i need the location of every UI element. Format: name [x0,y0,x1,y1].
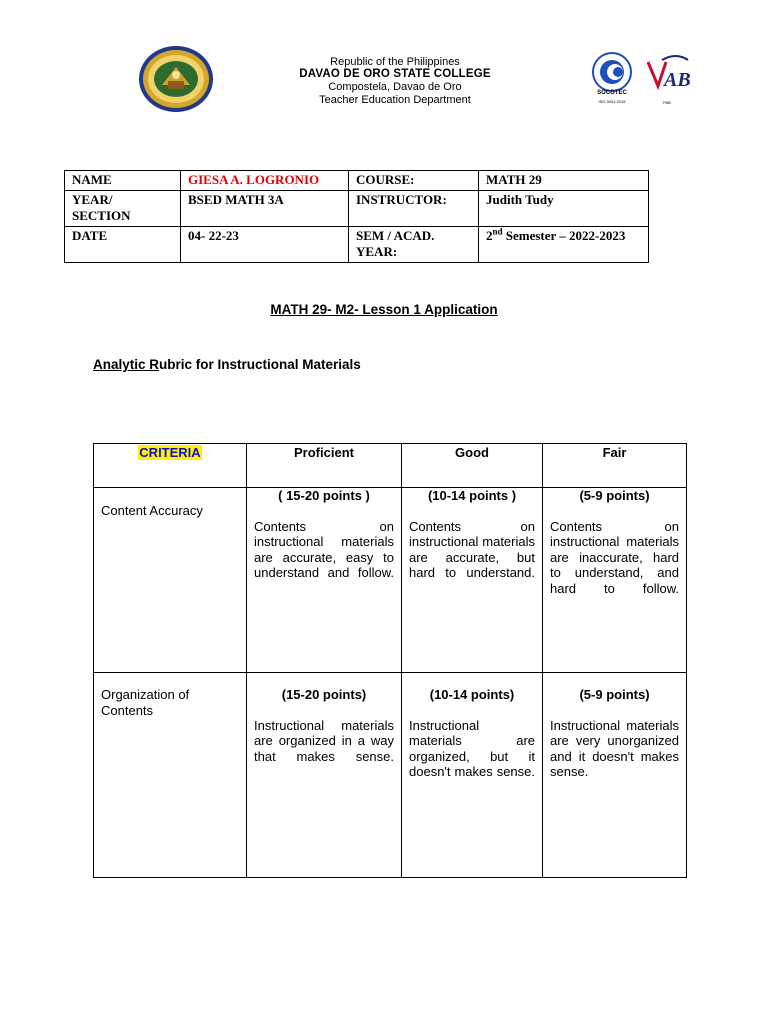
rubric-row-organization [94,673,687,878]
name-label: NAME [65,171,181,191]
rubric-title-part1: Analytic [93,357,150,372]
criterion-name: Organization of Contents [101,687,190,718]
points-label: (5-9 points) [579,687,650,702]
rubric-description: Contents on instructional materials are accurate, but hard to understand. [409,518,535,580]
svg-text:AB: AB [664,69,691,91]
header-proficient: Proficient [247,444,402,488]
info-row-year [65,191,649,227]
letterhead-department: Teacher Education Department [319,94,471,106]
name-value: GIESA A. LOGRONIO [181,171,349,191]
sem-value [479,227,649,263]
rubric-row-content-accuracy [94,488,687,673]
socotec-iso: ISO 9001:2015 [598,99,626,104]
letterhead [270,56,520,107]
instructor-label: INSTRUCTOR: [349,191,479,227]
header-good: Good [402,444,543,488]
sem-ordinal: nd [492,226,503,237]
letterhead-republic: Republic of the Philippines [330,56,460,68]
socotec-name: SOCOTEC [597,90,627,96]
year-section-value: BSED MATH 3A [181,191,349,227]
rubric-description: Contents on instructional materials are accurate, easy to understand and follow. [254,518,394,580]
rubric-cell [247,673,402,878]
socotec-cert-logo [584,50,640,120]
points-label: ( 15-20 points ) [278,488,370,503]
points-label: (15-20 points) [281,687,367,702]
lesson-title-text: MATH 29- M2- Lesson 1 Application [270,302,498,317]
criterion-cell [94,488,247,673]
socotec-emblem-icon [584,50,640,94]
criterion-name: Content Accuracy [101,503,203,518]
course-value: MATH 29 [479,171,649,191]
rubric-header-row [94,444,687,488]
rubric-description: Instructional materials are organized in a way that makes sense. [254,717,394,764]
rubric-description: Instructional materials are very unorganized and it doesn't makes sense. [550,717,679,779]
info-row-name [65,171,649,191]
student-info-table [64,170,649,263]
header-criteria [94,444,247,488]
pab-name: PAB [663,100,671,105]
rubric-cell [543,673,687,878]
date-label: DATE [65,227,181,263]
rubric-description: Contents on instructional materials are inaccurate, hard to understand, and hard to follow. [550,518,679,596]
points-label: (10-14 points) [429,687,515,702]
letterhead-address: Compostela, Davao de Oro [328,81,462,93]
header-fair: Fair [543,444,687,488]
rubric-cell [247,488,402,673]
rubric-table [93,443,687,878]
date-value: 04- 22-23 [181,227,349,263]
rubric-cell [543,488,687,673]
sem-year: Semester – 2022-2023 [502,228,626,243]
rubric-title-part3: ubric for Instructional Materials [159,357,361,372]
instructor-value: Judith Tudy [479,191,649,227]
criterion-cell [94,673,247,878]
letterhead-college: DAVAO DE ORO STATE COLLEGE [299,68,491,80]
info-row-date [65,227,649,263]
lesson-title [0,302,768,317]
sem-label: SEM / ACAD. YEAR: [349,227,479,263]
rubric-cell [402,673,543,878]
rubric-description: Instructional materials are organized, but it doesn't makes sense. [409,717,535,779]
rubric-title-part2: R [149,357,160,372]
criteria-label: CRITERIA [139,445,201,460]
rubric-title [93,357,361,372]
rubric-cell [402,488,543,673]
pab-accreditation-logo [642,52,692,120]
points-label: (5-9 points) [579,488,650,503]
pab-emblem-icon [642,52,692,100]
points-label: (10-14 points ) [427,488,517,503]
college-seal-logo [138,45,214,113]
course-label: COURSE: [349,171,479,191]
sem-number: 2 [486,228,493,243]
year-section-label: YEAR/ SECTION [65,191,181,227]
